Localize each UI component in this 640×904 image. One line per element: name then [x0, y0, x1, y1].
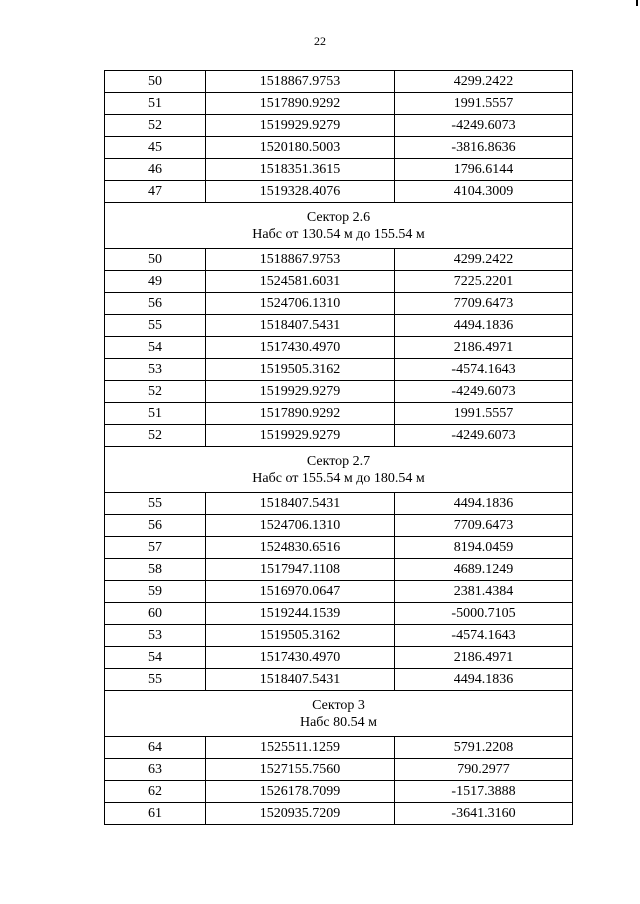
sector-title: Сектор 2.7 [306, 453, 371, 469]
y-coordinate-cell: 8194.0459 [395, 537, 573, 559]
point-number-cell: 54 [105, 647, 206, 669]
x-coordinate-cell: 1518407.5431 [206, 315, 395, 337]
table-row [105, 181, 573, 203]
sector-heading-row [105, 447, 573, 493]
point-number-cell: 46 [105, 159, 206, 181]
coordinates-table-body [105, 71, 573, 825]
table-row [105, 625, 573, 647]
sector-heading-row [105, 203, 573, 249]
y-coordinate-cell: 4494.1836 [395, 669, 573, 691]
table-row [105, 293, 573, 315]
x-coordinate-cell: 1524581.6031 [206, 271, 395, 293]
page-number: 22 [314, 34, 326, 48]
sector-title: Сектор 3 [312, 697, 365, 713]
point-number-cell: 64 [105, 737, 206, 759]
sector-heading [105, 691, 573, 737]
table-row [105, 271, 573, 293]
y-coordinate-cell: 7709.6473 [395, 515, 573, 537]
y-coordinate-cell: 7225.2201 [395, 271, 573, 293]
point-number-cell: 52 [105, 115, 206, 137]
x-coordinate-cell: 1517947.1108 [206, 559, 395, 581]
point-number-cell: 47 [105, 181, 206, 203]
point-number-cell: 56 [105, 293, 206, 315]
table-row [105, 93, 573, 115]
coordinates-table [104, 70, 573, 825]
x-coordinate-cell: 1519505.3162 [206, 359, 395, 381]
x-coordinate-cell: 1520935.7209 [206, 803, 395, 825]
point-number-cell: 50 [105, 249, 206, 271]
point-number-cell: 53 [105, 625, 206, 647]
table-row [105, 493, 573, 515]
y-coordinate-cell: 5791.2208 [395, 737, 573, 759]
point-number-cell: 49 [105, 271, 206, 293]
table-row [105, 315, 573, 337]
point-number-cell: 58 [105, 559, 206, 581]
x-coordinate-cell: 1520180.5003 [206, 137, 395, 159]
y-coordinate-cell: 4299.2422 [395, 71, 573, 93]
sector-heading [105, 447, 573, 493]
y-coordinate-cell: 4104.3009 [395, 181, 573, 203]
table-row [105, 647, 573, 669]
table-row [105, 71, 573, 93]
x-coordinate-cell: 1518351.3615 [206, 159, 395, 181]
sector-heading [105, 203, 573, 249]
point-number-cell: 51 [105, 403, 206, 425]
table-row [105, 515, 573, 537]
point-number-cell: 57 [105, 537, 206, 559]
table-row [105, 737, 573, 759]
table-row [105, 359, 573, 381]
point-number-cell: 50 [105, 71, 206, 93]
y-coordinate-cell: 7709.6473 [395, 293, 573, 315]
x-coordinate-cell: 1517430.4970 [206, 337, 395, 359]
sector-title: Сектор 2.6 [306, 209, 371, 225]
x-coordinate-cell: 1524706.1310 [206, 515, 395, 537]
x-coordinate-cell: 1519328.4076 [206, 181, 395, 203]
x-coordinate-cell: 1519929.9279 [206, 115, 395, 137]
y-coordinate-cell: 790.2977 [395, 759, 573, 781]
point-number-cell: 45 [105, 137, 206, 159]
table-row [105, 781, 573, 803]
x-coordinate-cell: 1519244.1539 [206, 603, 395, 625]
y-coordinate-cell: 4494.1836 [395, 315, 573, 337]
point-number-cell: 53 [105, 359, 206, 381]
x-coordinate-cell: 1524706.1310 [206, 293, 395, 315]
x-coordinate-cell: 1519505.3162 [206, 625, 395, 647]
point-number-cell: 59 [105, 581, 206, 603]
table-row [105, 669, 573, 691]
table-row [105, 137, 573, 159]
point-number-cell: 62 [105, 781, 206, 803]
point-number-cell: 52 [105, 425, 206, 447]
y-coordinate-cell: 2381.4384 [395, 581, 573, 603]
y-coordinate-cell: 4689.1249 [395, 559, 573, 581]
y-coordinate-cell: 4299.2422 [395, 249, 573, 271]
x-coordinate-cell: 1517430.4970 [206, 647, 395, 669]
x-coordinate-cell: 1518867.9753 [206, 71, 395, 93]
table-row [105, 249, 573, 271]
table-row [105, 759, 573, 781]
sector-height-range: Набс от 155.54 м до 180.54 м [252, 470, 425, 486]
sector-height-range: Набс от 130.54 м до 155.54 м [252, 226, 425, 242]
table-row [105, 559, 573, 581]
table-row [105, 603, 573, 625]
point-number-cell: 63 [105, 759, 206, 781]
sector-height-range: Набс 80.54 м [299, 714, 378, 730]
y-coordinate-cell: -5000.7105 [395, 603, 573, 625]
point-number-cell: 52 [105, 381, 206, 403]
table-row [105, 159, 573, 181]
x-coordinate-cell: 1526178.7099 [206, 781, 395, 803]
x-coordinate-cell: 1518407.5431 [206, 669, 395, 691]
table-row [105, 381, 573, 403]
y-coordinate-cell: -3641.3160 [395, 803, 573, 825]
y-coordinate-cell: 1991.5557 [395, 93, 573, 115]
point-number-cell: 55 [105, 493, 206, 515]
y-coordinate-cell: -4574.1643 [395, 359, 573, 381]
table-row [105, 803, 573, 825]
x-coordinate-cell: 1519929.9279 [206, 381, 395, 403]
y-coordinate-cell: -4249.6073 [395, 381, 573, 403]
point-number-cell: 54 [105, 337, 206, 359]
x-coordinate-cell: 1518867.9753 [206, 249, 395, 271]
point-number-cell: 55 [105, 669, 206, 691]
table-row [105, 337, 573, 359]
y-coordinate-cell: 1796.6144 [395, 159, 573, 181]
point-number-cell: 55 [105, 315, 206, 337]
table-row [105, 403, 573, 425]
x-coordinate-cell: 1519929.9279 [206, 425, 395, 447]
x-coordinate-cell: 1524830.6516 [206, 537, 395, 559]
y-coordinate-cell: 2186.4971 [395, 337, 573, 359]
y-coordinate-cell: -4574.1643 [395, 625, 573, 647]
y-coordinate-cell: -4249.6073 [395, 115, 573, 137]
point-number-cell: 56 [105, 515, 206, 537]
y-coordinate-cell: -1517.3888 [395, 781, 573, 803]
x-coordinate-cell: 1518407.5431 [206, 493, 395, 515]
x-coordinate-cell: 1525511.1259 [206, 737, 395, 759]
y-coordinate-cell: 1991.5557 [395, 403, 573, 425]
x-coordinate-cell: 1527155.7560 [206, 759, 395, 781]
x-coordinate-cell: 1516970.0647 [206, 581, 395, 603]
table-row [105, 425, 573, 447]
point-number-cell: 51 [105, 93, 206, 115]
x-coordinate-cell: 1517890.9292 [206, 93, 395, 115]
y-coordinate-cell: 4494.1836 [395, 493, 573, 515]
x-coordinate-cell: 1517890.9292 [206, 403, 395, 425]
y-coordinate-cell: -3816.8636 [395, 137, 573, 159]
table-row [105, 537, 573, 559]
edge-mark [636, 0, 638, 6]
table-row [105, 115, 573, 137]
y-coordinate-cell: 2186.4971 [395, 647, 573, 669]
point-number-cell: 61 [105, 803, 206, 825]
sector-heading-row [105, 691, 573, 737]
point-number-cell: 60 [105, 603, 206, 625]
table-row [105, 581, 573, 603]
y-coordinate-cell: -4249.6073 [395, 425, 573, 447]
